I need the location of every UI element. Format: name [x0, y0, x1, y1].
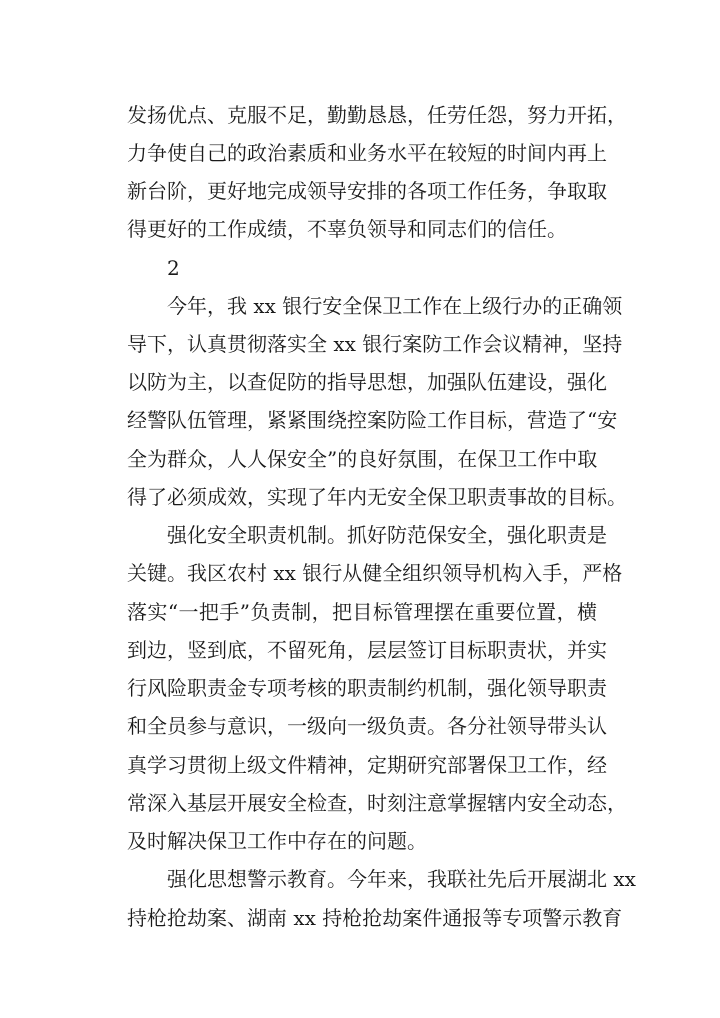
text-line: 新台阶，更好地完成领导安排的各项工作任务，争取取: [127, 179, 607, 203]
text-line: 强化思想警示教育。今年来，我联社先后开展湖北 xx: [167, 867, 636, 891]
text-line: 发扬优点、克服不足，勤勤恳恳，任劳任怨，努力开拓，: [127, 103, 627, 127]
text-line: 得更好的工作成绩，不辜负领导和同志们的信任。: [127, 217, 567, 241]
text-line: 常深入基层开展安全检查，时刻注意掌握辖内安全动态，: [127, 791, 627, 815]
section-number: 2: [167, 256, 180, 280]
text-line: 落实“一把手”负责制，把目标管理摆在重要位置，横: [127, 600, 597, 624]
text-line: 关键。我区农村 xx 银行从健全组织领导机构入手，严格: [127, 561, 623, 585]
text-line: 真学习贯彻上级文件精神，定期研究部署保卫工作，经: [127, 753, 607, 777]
text-line: 全为群众，人人保安全”的良好氛围，在保卫工作中取: [127, 447, 598, 471]
text-line: 经警队伍管理，紧紧围绕控案防险工作目标，营造了“安: [127, 408, 618, 432]
text-line: 今年，我 xx 银行安全保卫工作在上级行办的正确领: [167, 294, 623, 318]
text-line: 以防为主，以查促防的指导思想，加强队伍建设，强化: [127, 370, 607, 394]
text-line: 行风险职责金专项考核的职责制约机制，强化领导职责: [127, 676, 607, 700]
text-line: 得了必须成效，实现了年内无安全保卫职责事故的目标。: [127, 485, 627, 509]
text-line: 导下，认真贯彻落实全 xx 银行案防工作会议精神，坚持: [127, 332, 623, 356]
text-line: 持枪抢劫案、湖南 xx 持枪抢劫案件通报等专项警示教育: [127, 906, 623, 930]
text-line: 力争使自己的政治素质和业务水平在较短的时间内再上: [127, 141, 607, 165]
text-line: 强化安全职责机制。抓好防范保安全，强化职责是: [167, 523, 607, 547]
text-line: 及时解决保卫工作中存在的问题。: [127, 829, 427, 853]
text-line: 和全员参与意识，一级向一级负责。各分社领导带头认: [127, 714, 607, 738]
text-line: 到边，竖到底，不留死角，层层签订目标职责状，并实: [127, 638, 607, 662]
